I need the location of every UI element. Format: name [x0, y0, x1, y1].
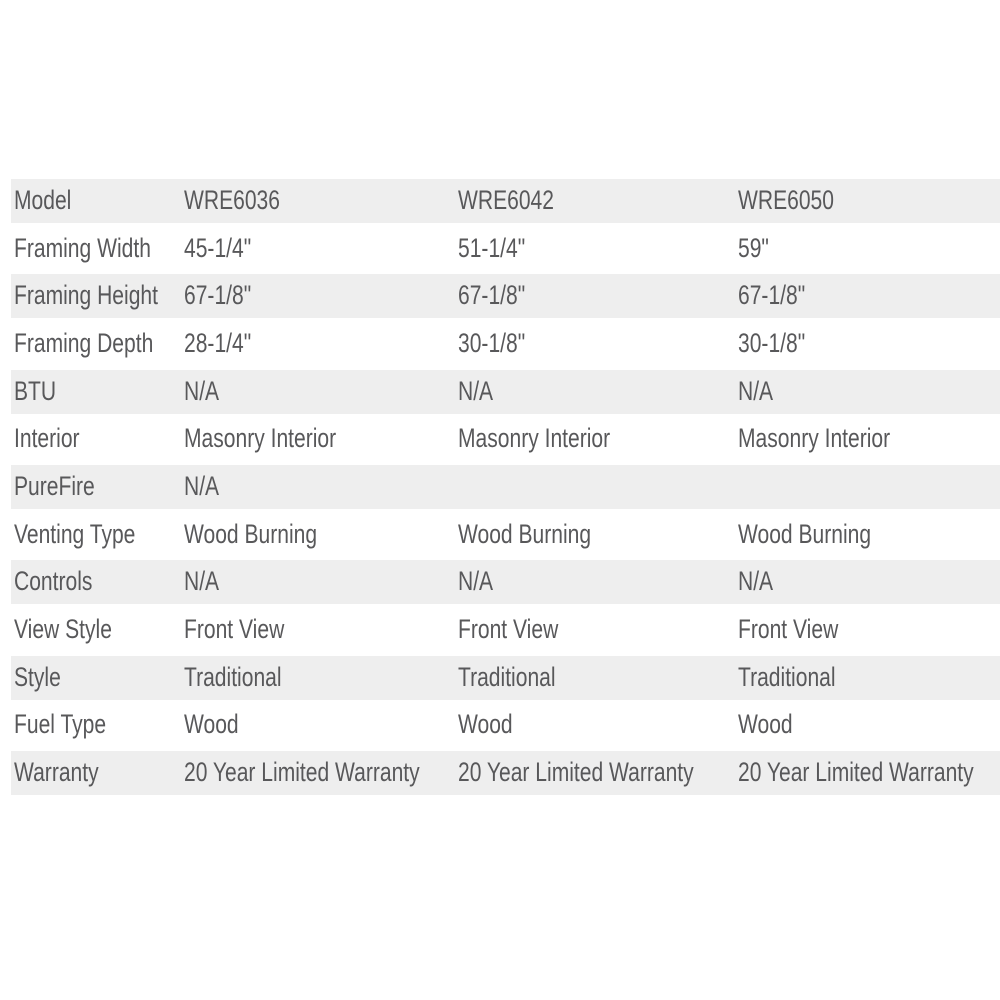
spec-value: Masonry Interior: [184, 423, 337, 454]
spec-value: N/A: [458, 375, 494, 406]
spec-label: Venting Type: [14, 518, 136, 549]
spec-value: 67-1/8": [738, 280, 806, 311]
spec-row: [11, 560, 1000, 604]
spec-label: Framing Depth: [14, 328, 154, 359]
spec-row: [11, 179, 1000, 223]
spec-value: N/A: [184, 375, 220, 406]
spec-label: BTU: [14, 375, 57, 406]
spec-row: [11, 370, 1000, 414]
spec-value: 20 Year Limited Warranty: [184, 757, 420, 788]
spec-label: View Style: [14, 614, 112, 645]
spec-value: WRE6050: [738, 185, 834, 216]
spec-value: N/A: [458, 566, 494, 597]
spec-label: Controls: [14, 566, 93, 597]
spec-row: [11, 751, 1000, 795]
spec-label: PureFire: [14, 471, 95, 502]
spec-value: Wood Burning: [458, 518, 592, 549]
spec-value: 51-1/4": [458, 232, 526, 263]
spec-value: Wood Burning: [738, 518, 872, 549]
spec-value: Traditional: [738, 661, 836, 692]
spec-value: 67-1/8": [458, 280, 526, 311]
spec-row: [11, 227, 1000, 271]
spec-value: Front View: [738, 614, 839, 645]
spec-value: Wood Burning: [184, 518, 318, 549]
spec-value: N/A: [184, 566, 220, 597]
spec-value: 30-1/8": [738, 328, 806, 359]
spec-value: N/A: [738, 566, 774, 597]
spec-value: N/A: [738, 375, 774, 406]
spec-value: 30-1/8": [458, 328, 526, 359]
spec-value: 20 Year Limited Warranty: [738, 757, 974, 788]
spec-row: [11, 656, 1000, 700]
spec-value: 59": [738, 232, 769, 263]
spec-value: Masonry Interior: [458, 423, 611, 454]
spec-value: Wood: [184, 709, 239, 740]
spec-value: N/A: [184, 471, 220, 502]
spec-row: [11, 703, 1000, 747]
spec-row: [11, 322, 1000, 366]
spec-value: Front View: [184, 614, 285, 645]
spec-row: [11, 417, 1000, 461]
spec-value: Wood: [738, 709, 793, 740]
spec-label: Model: [14, 185, 72, 216]
spec-value: 20 Year Limited Warranty: [458, 757, 694, 788]
spec-value: WRE6042: [458, 185, 554, 216]
spec-value: Traditional: [184, 661, 282, 692]
spec-value: 45-1/4": [184, 232, 252, 263]
spec-label: Interior: [14, 423, 80, 454]
spec-label: Warranty: [14, 757, 99, 788]
spec-table: [11, 179, 1000, 799]
spec-value: 28-1/4": [184, 328, 252, 359]
spec-value: 67-1/8": [184, 280, 252, 311]
spec-value: Masonry Interior: [738, 423, 891, 454]
spec-label: Style: [14, 661, 61, 692]
spec-label: Framing Height: [14, 280, 158, 311]
spec-row: [11, 513, 1000, 557]
spec-row: [11, 274, 1000, 318]
spec-label: Framing Width: [14, 232, 151, 263]
spec-row: [11, 465, 1000, 509]
spec-value: Front View: [458, 614, 559, 645]
spec-label: Fuel Type: [14, 709, 107, 740]
spec-value: WRE6036: [184, 185, 280, 216]
spec-value: Traditional: [458, 661, 556, 692]
spec-value: Wood: [458, 709, 513, 740]
spec-row: [11, 608, 1000, 652]
